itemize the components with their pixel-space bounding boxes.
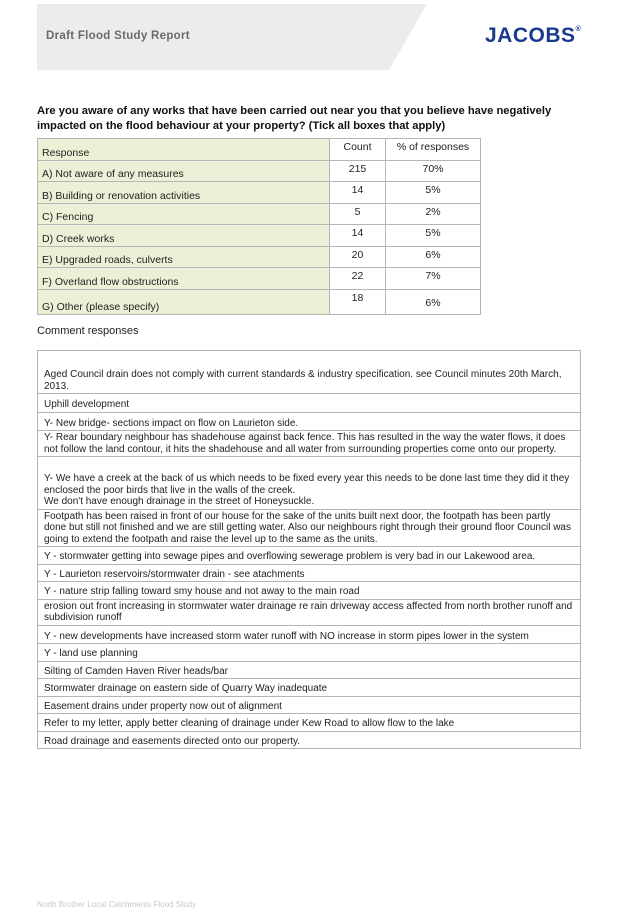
comment-text: Refer to my letter, apply better cleaning of drainage under Kew Road to allow flow to the lake [38,714,581,732]
comment-row [38,457,581,510]
comment-row [38,644,581,662]
comment-text: Y- New bridge- sections impact on flow on Laurieton side. [38,412,581,431]
response-percent: 7% [386,268,481,290]
response-percent: 5% [386,182,481,204]
comment-text: Y - new developments have increased storm water runoff with NO increase in storm pipes lower in the system [38,625,581,644]
comment-text: erosion out front increasing in stormwater water drainage re rain driveway access affected from north brother runoff and subdivision runoff [38,599,581,625]
comment-row [38,625,581,644]
comment-text: Stormwater drainage on eastern side of Quarry Way inadequate [38,679,581,697]
comment-row [38,599,581,625]
response-count: 18 [330,289,386,314]
comment-responses-heading: Comment responses [37,325,139,337]
summary-row [38,160,481,182]
comment-text: Uphill development [38,394,581,413]
summary-row [38,203,481,225]
response-count: 22 [330,268,386,290]
response-count: 215 [330,160,386,182]
comment-row [38,564,581,582]
comment-row [38,679,581,697]
comment-row [38,431,581,457]
comment-row [38,661,581,679]
survey-question: Are you aware of any works that have been carried out near you that you believe have negatively impacted on the flood behaviour at your property? (Tick all boxes that apply) [37,105,552,132]
response-percent: 2% [386,203,481,225]
logo-registered-mark: ® [575,26,582,33]
response-label: F) Overland flow obstructions [38,268,330,290]
comment-row [38,412,581,431]
jacobs-logo [485,24,581,48]
comment-text: Y - nature strip falling toward smy house and not away to the main road [38,582,581,600]
response-percent: 6% [386,246,481,268]
comment-responses-table [37,350,581,749]
response-summary-table [37,138,481,315]
response-count: 5 [330,203,386,225]
comment-text: Road drainage and easements directed onto our property. [38,731,581,749]
header-count: Count [330,139,386,161]
response-count: 20 [330,246,386,268]
response-label: D) Creek works [38,225,330,247]
response-count: 14 [330,182,386,204]
report-title: Draft Flood Study Report [46,30,190,42]
response-count: 14 [330,225,386,247]
comment-text: Easement drains under property now out of alignment [38,696,581,714]
header-response: Response [38,139,330,161]
comment-row [38,714,581,732]
summary-row [38,268,481,290]
comment-text: Silting of Camden Haven River heads/bar [38,661,581,679]
logo-text: JACOBS [485,24,576,47]
comment-text: Aged Council drain does not comply with current standards & industry specification. see Council minutes 20th March, 2013. [38,351,581,394]
summary-row [38,225,481,247]
summary-row [38,246,481,268]
response-label: A) Not aware of any measures [38,160,330,182]
comment-text: Y - land use planning [38,644,581,662]
summary-row [38,182,481,204]
comment-text: Y- Rear boundary neighbour has shadehouse against back fence. This has resulted in the way the water flows, it does not follow the land contour, it hits the shadehouse and all water from surrounding properties come onto our property. [38,431,581,457]
comment-text: Y - stormwater getting into sewage pipes and overflowing sewerage problem is very bad in our Lakewood area. [38,547,581,565]
comment-row [38,731,581,749]
response-percent: 70% [386,160,481,182]
comment-row [38,582,581,600]
comment-row [38,696,581,714]
header-percent: % of responses [386,139,481,161]
response-label: C) Fencing [38,203,330,225]
comment-row [38,547,581,565]
response-label: G) Other (please specify) [38,289,330,314]
comment-text: Y - Laurieton reservoirs/stormwater drain - see atachments [38,564,581,582]
comment-text: Footpath has been raised in front of our house for the sake of the units built next door, the footpath has been partly done but still not finished and we are still getting water. Also our neighbours right through their ground floor Council was going to extend the footpath and raise the level up to the same as the units. [38,509,581,547]
response-label: B) Building or renovation activities [38,182,330,204]
response-label: E) Upgraded roads, culverts [38,246,330,268]
response-percent: 6% [386,289,481,314]
comment-row [38,509,581,547]
comment-text: Y- We have a creek at the back of us which needs to be fixed every year this needs to be done last time they did it they enclosed the poor birds that live in the walls of the creek. We don't have enough drainage in the street of Honeysuckle. [38,457,581,510]
comment-row [38,351,581,394]
comment-row [38,394,581,413]
summary-header-row [38,139,481,161]
footer-text: North Brother Local Catchments Flood Study [37,900,197,909]
response-percent: 5% [386,225,481,247]
summary-row [38,289,481,314]
